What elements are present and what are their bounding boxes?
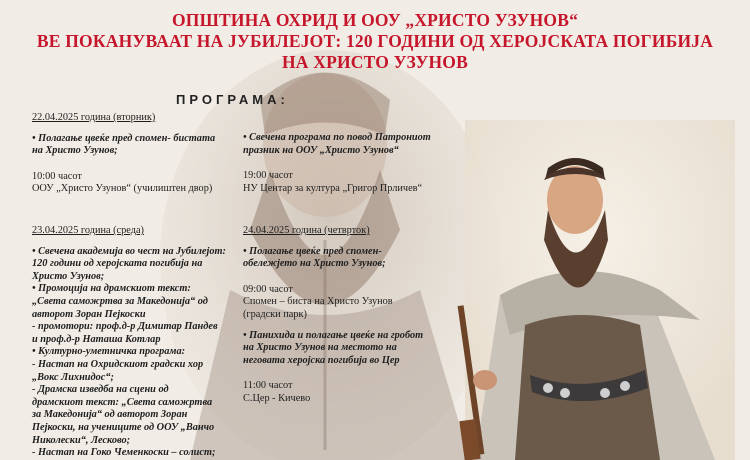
day2-line: - Драмска изведба на сцени од (32, 384, 169, 396)
header-subject: НА ХРИСТО УЗУНОВ (282, 52, 468, 72)
day2-line: Христо Узунов; (32, 270, 105, 282)
day2-line: „Света саможртва за Македонија“ од (32, 295, 208, 307)
day3-event1-line: • Полагање цвеќе пред спомен- (243, 245, 382, 257)
day1-left-time: 10:00 часот (32, 170, 82, 182)
day2-line: и проф.д-р Наташа Котлар (32, 333, 161, 345)
day3-place1-line: (градски парк) (243, 308, 307, 320)
day3-place1-line: Спомен – биста на Христо Узунов (243, 296, 393, 308)
day1-left-event-line: на Христо Узунов; (32, 145, 118, 157)
day3-time2: 11:00 часот (243, 380, 293, 392)
day3-event2-line: неговата херојска погибија во Цер (243, 354, 400, 366)
day3-column (243, 225, 458, 406)
day2-line: Пејкоски, на учениците од ООУ „Ванчо (32, 421, 215, 433)
day2-line: „Вокс Лихнидос“; (32, 371, 114, 383)
hristo-uzunov-portrait (440, 120, 750, 460)
day2-date: 23.04.2025 година (среда) (32, 225, 144, 236)
day1-left-place: ООУ „Христо Узунов“ (училиштен двор) (32, 183, 213, 195)
day1-right-column (243, 132, 463, 195)
day3-event1-line: обележјето на Христо Узунов; (243, 258, 386, 270)
day2-line: за Македонија“ од авторот Зоран (32, 409, 188, 421)
day1-right-event-line: празник на ООУ „Христо Узунов“ (243, 144, 399, 156)
day3-event2-line: на Христо Узунов на местото на (243, 342, 397, 354)
day2-line: • Промоција на драмскиот текст: (32, 283, 191, 295)
day1-left-column (32, 112, 252, 196)
day1-right-time: 19:00 часот (243, 170, 293, 182)
day3-date: 24.04.2025 година (четврток) (243, 225, 370, 236)
day1-date: 22.04.2025 година (вторник) (32, 112, 156, 123)
day2-line: драмскиот текст: „Света саможртва (32, 396, 213, 408)
day2-line: 120 години од херојската погибија на (32, 258, 203, 270)
day2-line: Николески“, Лесково; (32, 434, 131, 446)
day3-time1: 09:00 часот (243, 283, 293, 295)
day3-event2-line: • Панихида и полагање цвеќе на гробот (243, 329, 424, 341)
header-organizers: ОПШТИНА ОХРИД И ООУ „ХРИСТО УЗУНОВ“ (171, 10, 579, 30)
day2-line: - Настап на Гоко Чеменкоски – солист; (32, 447, 216, 459)
day2-column (32, 225, 247, 460)
day2-line: - Настап на Охридскиот градски хор (32, 358, 204, 370)
day2-line: авторот Зоран Пејкоски (32, 308, 146, 320)
invitation-header (0, 10, 750, 73)
day2-line: • Свечена академија во чест на Јубилејот: (32, 245, 226, 257)
day1-left-event-line: • Полагање цвеќе пред спомен- бистата (32, 132, 216, 144)
day2-line: - промотори: проф.д-р Димитар Пандев (32, 321, 218, 333)
header-invitation: ВЕ ПОКАНУВААТ НА ЈУБИЛЕЈОТ: 120 ГОДИНИ ОД ХЕРОЈСКАТА ПОГИБИЈА (36, 31, 714, 51)
day1-right-place: НУ Центар за култура „Григор Прличев“ (243, 182, 423, 194)
day3-place2: С.Цер - Кичево (243, 392, 311, 404)
program-title: ПРОГРАМА: (176, 92, 289, 107)
day2-line: • Културно-уметничка програма: (32, 346, 186, 358)
day1-right-event-line: • Свечена програма по повод Патрониот (243, 132, 431, 143)
